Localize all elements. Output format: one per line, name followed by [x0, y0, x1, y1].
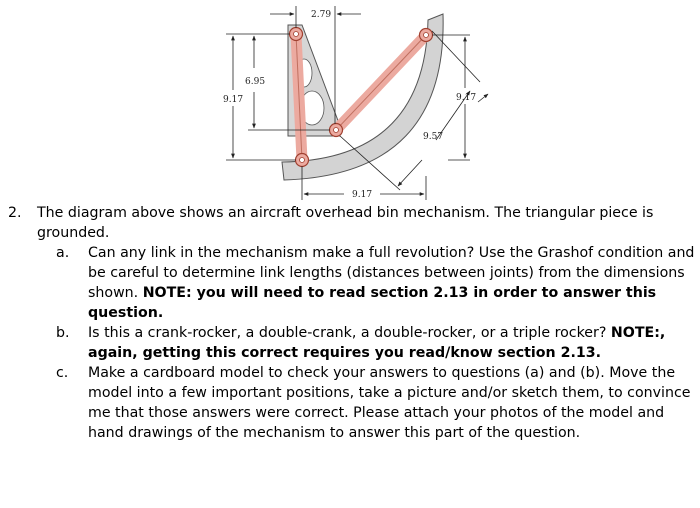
question-intro-row — [8, 203, 698, 243]
part-a-note: NOTE: you will need to read section 2.13 in order to answer this question. — [88, 285, 657, 321]
dim-right-height: 9.17 — [456, 93, 477, 103]
part-a-letter: a. — [56, 245, 70, 261]
part-a — [56, 243, 698, 323]
joint-middle — [330, 124, 343, 137]
part-b-body — [88, 323, 698, 363]
part-a-body — [88, 243, 698, 323]
joint-top — [290, 28, 303, 41]
part-b-text: Is this a crank-rocker, a double-crank, a double-rocker, or a triple rocker? — [88, 325, 611, 341]
mechanism-diagram — [0, 0, 700, 200]
question-number: 2. — [8, 205, 22, 221]
dim-left-inner-height: 6.95 — [245, 77, 266, 87]
part-c — [56, 363, 698, 443]
question-block — [8, 203, 698, 443]
part-b — [56, 323, 698, 363]
part-a-text: Can any link in the mechanism make a full revolution? Use the Grashof condition and be careful to determine link lengths (distances between joints) from the dimensions shown. — [88, 245, 695, 301]
joint-bottom — [296, 154, 309, 167]
part-b-letter: b. — [56, 325, 70, 341]
part-c-letter: c. — [56, 365, 69, 381]
part-c-body — [88, 363, 698, 443]
part-b-note: NOTE:, again, getting this correct requires you read/know section 2.13. — [88, 325, 666, 361]
dim-diagonal: 9.57 — [423, 132, 444, 142]
part-c-text: Make a cardboard model to check your answers to questions (a) and (b). Move the model into a few important positions, take a picture and/or sketch them, to convince me that those answers were correct. Please attach your photos of the model and hand drawings of the mechanism to answer this part of the question. — [88, 365, 691, 441]
dim-top-width: 2.79 — [311, 10, 332, 20]
question-intro: The diagram above shows an aircraft overhead bin mechanism. The triangular piece is grounded. — [37, 205, 654, 241]
dim-bottom-width: 9.17 — [352, 190, 373, 200]
dim-left-outer-height: 9.17 — [223, 95, 244, 105]
joint-right — [420, 29, 433, 42]
